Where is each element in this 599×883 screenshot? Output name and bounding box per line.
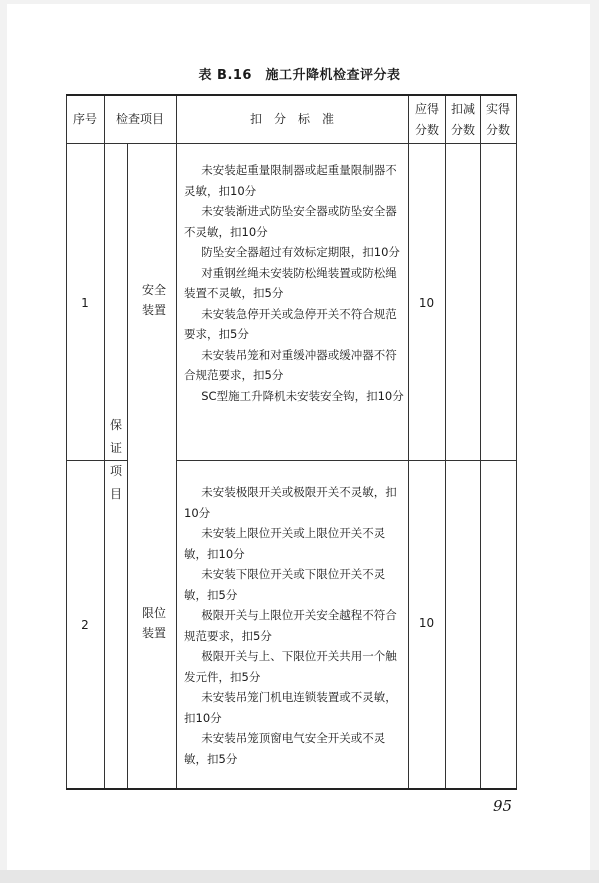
col-divider-group bbox=[127, 143, 128, 788]
header-deduct-score: 扣减分数 bbox=[450, 102, 475, 137]
col-divider-item bbox=[176, 96, 177, 788]
list-item: 极限开关与上、下限位开关共用一个触发元件，扣5分 bbox=[184, 649, 397, 684]
score-table bbox=[66, 94, 517, 790]
row1-item: 安全装置 bbox=[142, 283, 167, 317]
col-divider-due bbox=[445, 96, 446, 788]
row2-criteria-list bbox=[184, 482, 406, 769]
table-border-left bbox=[66, 96, 67, 788]
header-criteria: 扣 分 标 准 bbox=[249, 112, 334, 126]
page-number: 95 bbox=[493, 797, 513, 815]
row1-due-score: 10 bbox=[418, 296, 435, 310]
list-item: 未安装吊笼门机电连锁装置或不灵敏，扣10分 bbox=[184, 690, 397, 725]
list-item: 防坠安全器超过有效标定期限，扣10分 bbox=[201, 245, 400, 259]
row1-criteria-list bbox=[184, 160, 406, 406]
header-due-score: 应得分数 bbox=[414, 102, 439, 137]
header-rule bbox=[66, 143, 517, 144]
row2-item: 限位装置 bbox=[142, 606, 167, 640]
col-divider-criteria bbox=[408, 96, 409, 788]
list-item: 未安装起重量限制器或起重量限制器不灵敏，扣10分 bbox=[184, 163, 397, 198]
row2-seq: 2 bbox=[81, 618, 89, 632]
table-title: 表 B.16 施工升降机检查评分表 bbox=[198, 68, 401, 83]
table-border-right bbox=[516, 96, 517, 788]
header-seq: 序号 bbox=[72, 112, 97, 126]
row-divider-body bbox=[176, 460, 517, 461]
row2-due-score: 10 bbox=[418, 616, 435, 630]
group-label: 保证项目 bbox=[109, 418, 122, 501]
header-check-item: 检查项目 bbox=[115, 112, 164, 126]
list-item: 未安装吊笼和对重缓冲器或缓冲器不符合规范要求，扣5分 bbox=[184, 347, 397, 382]
list-item: 极限开关与上限位开关安全越程不符合规范要求，扣5分 bbox=[184, 608, 397, 643]
list-item: 未安装上限位开关或上限位开关不灵敏，扣10分 bbox=[184, 526, 386, 561]
header-actual-score: 实得分数 bbox=[485, 102, 510, 137]
list-item: 未安装渐进式防坠安全器或防坠安全器不灵敏，扣10分 bbox=[184, 204, 397, 239]
list-item: 未安装吊笼顶窗电气安全开关或不灵敏，扣5分 bbox=[184, 731, 386, 766]
list-item: 对重钢丝绳未安装防松绳装置或防松绳装置不灵敏，扣5分 bbox=[184, 265, 397, 300]
list-item: 未安装极限开关或极限开关不灵敏，扣10分 bbox=[184, 485, 397, 520]
col-divider-deduct bbox=[480, 96, 481, 788]
list-item: 未安装下限位开关或下限位开关不灵敏，扣5分 bbox=[184, 567, 386, 602]
bottom-gutter bbox=[0, 870, 599, 883]
row1-seq: 1 bbox=[81, 296, 89, 310]
list-item: 未安装急停开关或急停开关不符合规范要求，扣5分 bbox=[184, 306, 397, 341]
list-item: SC型施工升降机未安装安全钩，扣10分 bbox=[201, 388, 404, 403]
col-divider-seq bbox=[104, 96, 105, 788]
